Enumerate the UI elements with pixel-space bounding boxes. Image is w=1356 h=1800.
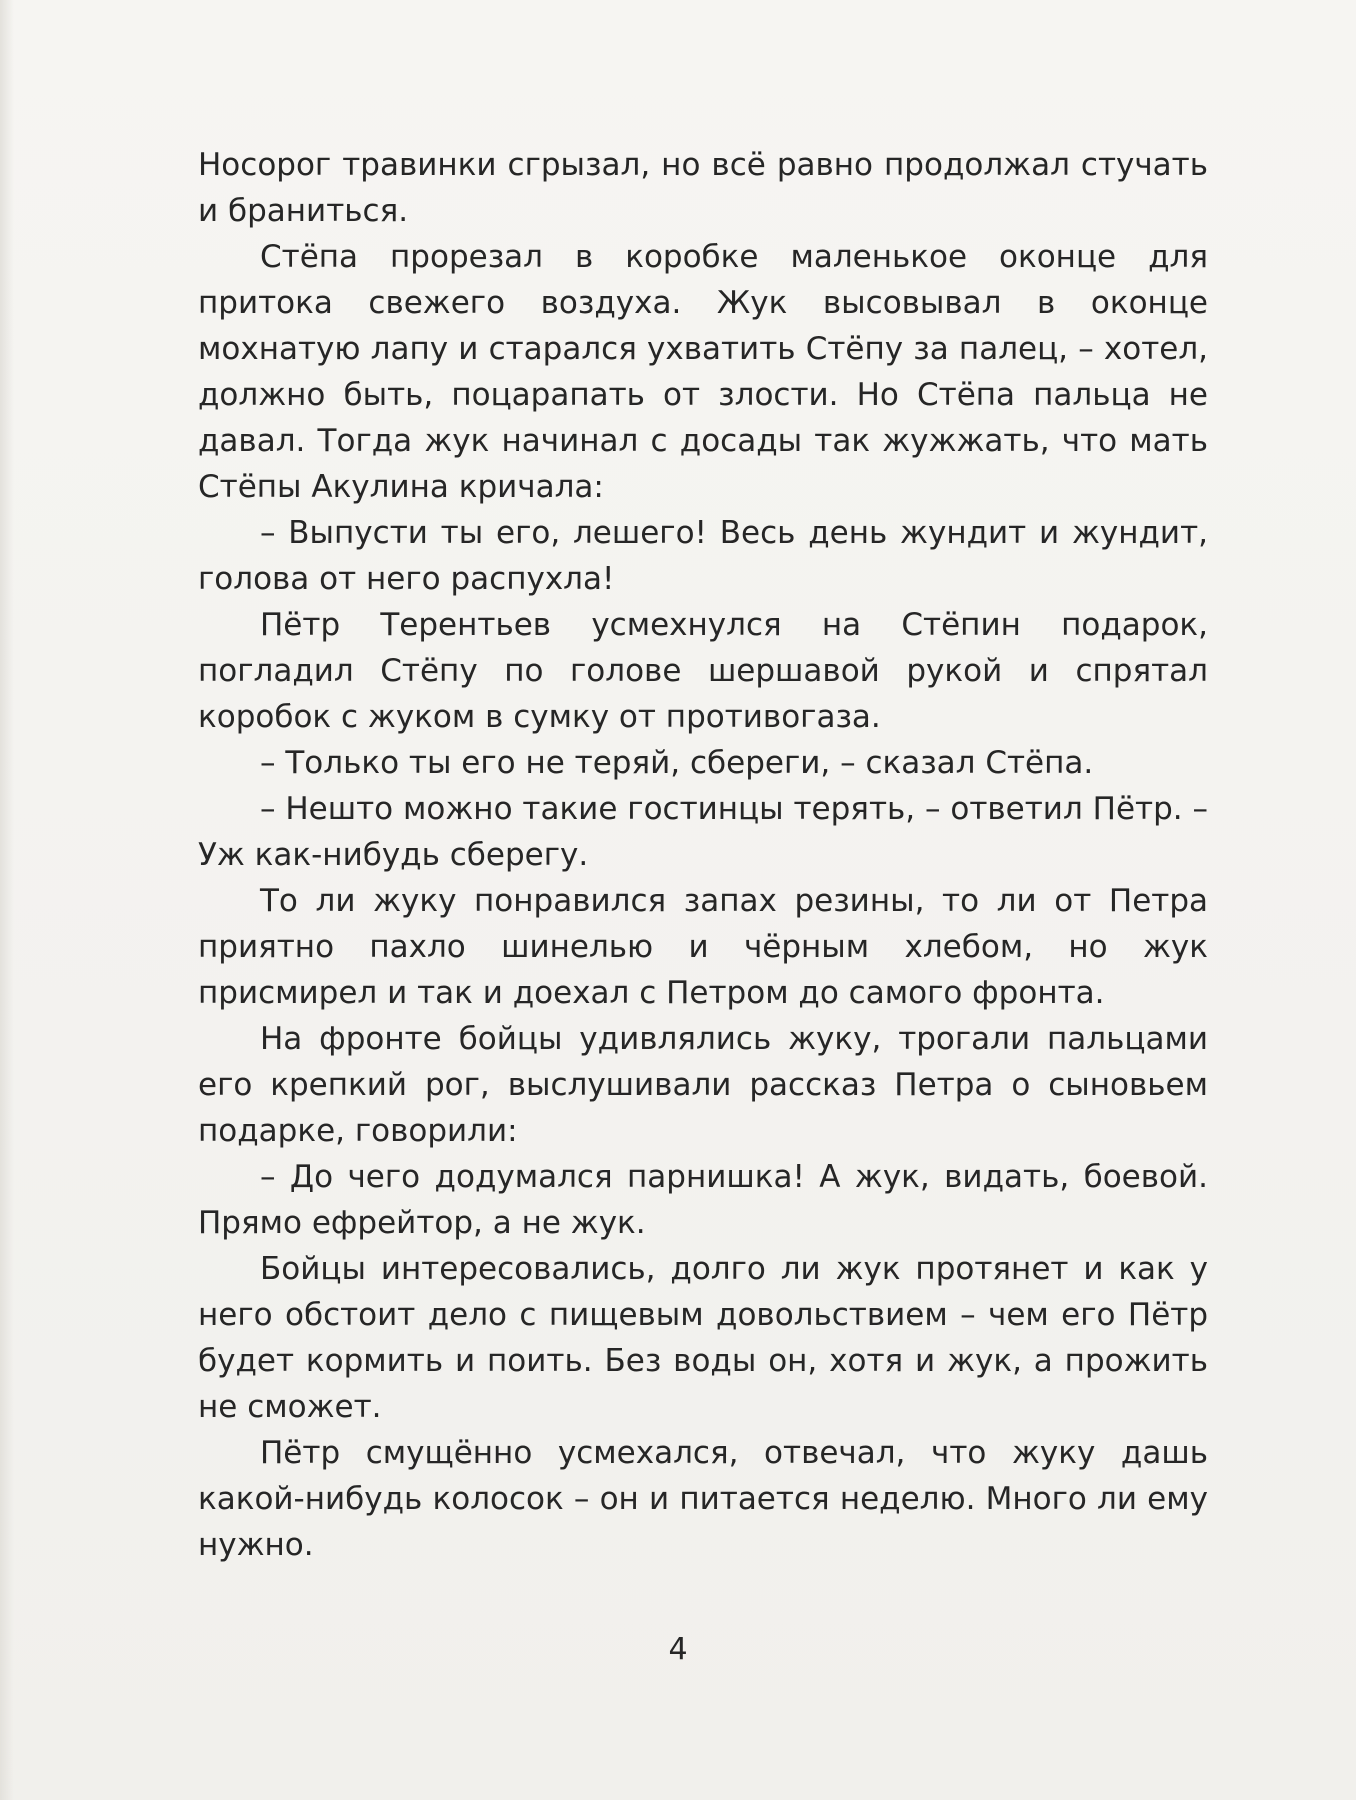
paragraph: – До чего додумался парнишка! А жук, видать, боевой. Прямо ефрейтор, а не жук. xyxy=(198,1159,1208,1241)
paragraph: На фронте бойцы удивлялись жуку, трогали пальцами его крепкий рог, выслушивали рассказ Петра о сыновьем подарке, говорили: xyxy=(198,1021,1208,1149)
body-text xyxy=(198,142,1208,1568)
paragraph: То ли жуку понравился запах резины, то ли от Петра приятно пахло шинелью и чёрным хлебом, но жук присмирел и так и доехал с Петром до самого фронта. xyxy=(198,883,1208,1011)
paragraph: – Выпусти ты его, лешего! Весь день жундит и жундит, голова от него распухла! xyxy=(198,515,1208,597)
paragraph: Стёпа прорезал в коробке маленькое оконце для притока свежего воздуха. Жук высовывал в оконце мохнатую лапу и старался ухватить Стёпу за палец, – хотел, должно быть, поцарапать от злости. Но Стёпа пальца не давал. Тогда жук начинал с досады так жужжать, что мать Стёпы Акулина кричала: xyxy=(198,239,1208,505)
paragraph: Пётр Терентьев усмехнулся на Стёпин подарок, погладил Стёпу по голове шершавой рукой и спрятал коробок с жуком в сумку от противогаза. xyxy=(198,607,1208,735)
paragraph: Носорог травинки сгрызал, но всё равно продолжал стучать и браниться. xyxy=(198,147,1208,229)
paragraph: Пётр смущённо усмехался, отвечал, что жуку дашь какой-нибудь колосок – он и питается неделю. Много ли ему нужно. xyxy=(198,1435,1208,1563)
paragraph: Бойцы интересовались, долго ли жук протянет и как у него обстоит дело с пищевым довольствием – чем его Пётр будет кормить и поить. Без воды он, хотя и жук, а прожить не сможет. xyxy=(198,1251,1208,1425)
paragraph: – Нешто можно такие гостинцы терять, – ответил Пётр. – Уж как-нибудь сберегу. xyxy=(198,791,1208,873)
page-edge-shadow xyxy=(0,0,14,1800)
page-number: 4 xyxy=(668,1632,688,1667)
paragraph: – Только ты его не теряй, сбереги, – сказал Стёпа. xyxy=(260,745,1094,781)
